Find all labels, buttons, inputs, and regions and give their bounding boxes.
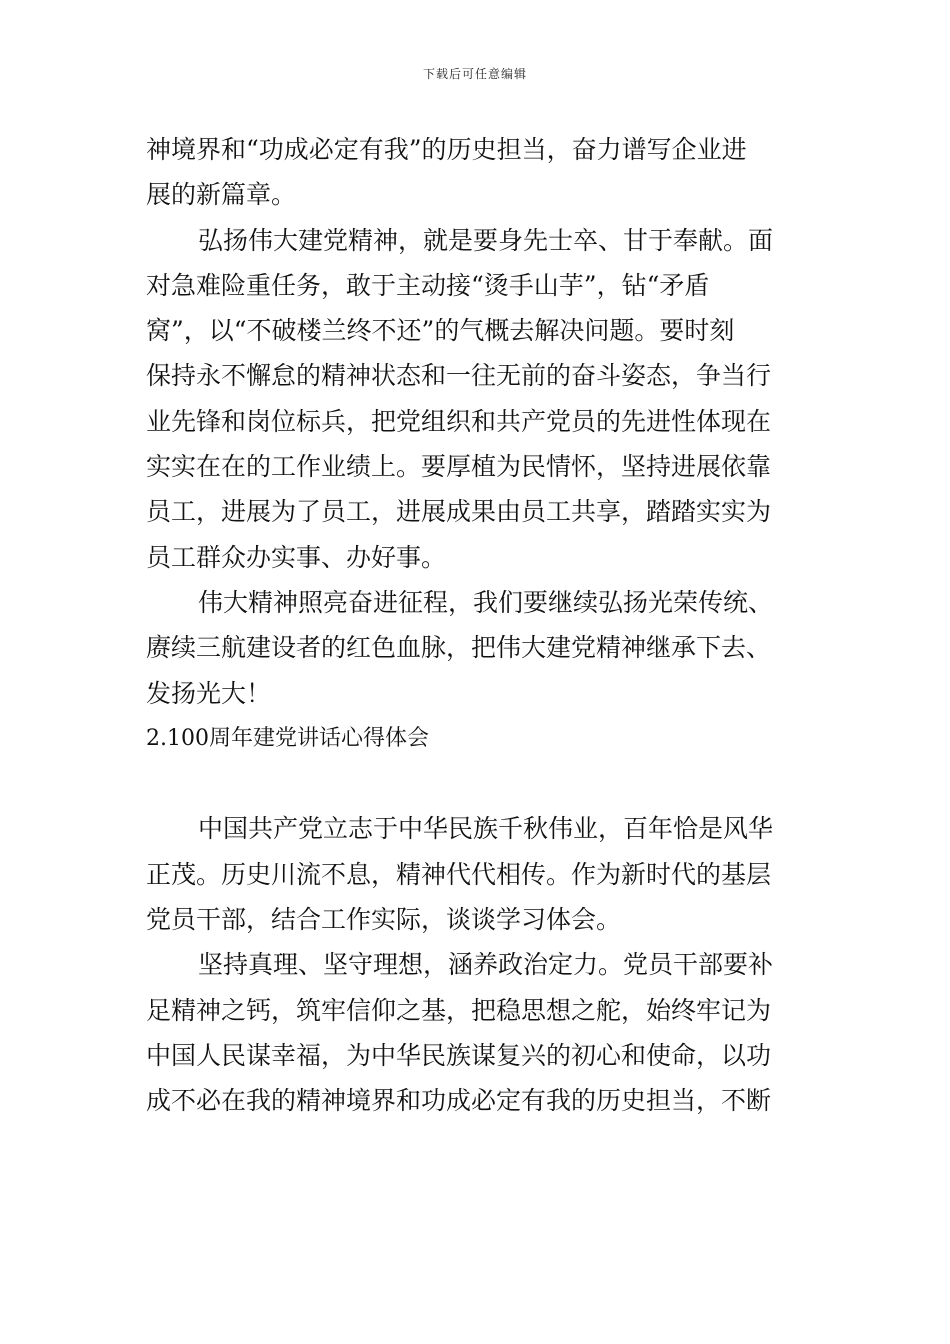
text-line: 赓续三航建设者的红色血脉，把伟大建党精神继承下去、: [146, 633, 772, 663]
text-line: 展的新篇章。: [146, 180, 297, 210]
text-line: 实实在在的工作业绩上。要厚植为民情怀，坚持进展依靠: [146, 452, 772, 482]
text-line: 发扬光大！: [146, 678, 272, 708]
header-note: 下载后可任意编辑: [422, 67, 527, 81]
text-line: 神境界和“功成必定有我”的历史担当，奋力谱写企业进: [146, 135, 747, 164]
section-heading: 2.100周年建党讲话心得体会: [146, 725, 429, 751]
text-line: 保持永不懈怠的精神状态和一往无前的奋斗姿态，争当行: [146, 361, 772, 391]
paragraph-start: 坚持真理、坚守理想，涵养政治定力。党员干部要补: [198, 950, 774, 980]
text-line: 足精神之钙，筑牢信仰之基，把稳思想之舵，始终牢记为: [146, 995, 772, 1025]
blank-line: [146, 761, 811, 806]
text-line: 员工，进展为了员工，进展成果由员工共享，踏踏实实为: [146, 497, 772, 527]
text-line: 员工群众办实事、办好事。: [146, 542, 447, 572]
document-body: [146, 127, 811, 1124]
text-line: 业先锋和岗位标兵，把党组织和共产党员的先进性体现在: [146, 406, 772, 436]
text-line: 成不必在我的精神境界和功成必定有我的历史担当，不断: [146, 1086, 772, 1116]
paragraph-start: 伟大精神照亮奋进征程，我们要继续弘扬光荣传统、: [198, 587, 774, 617]
text-line: 窝”，以“不破楼兰终不还”的气概去解决问题。要时刻: [146, 316, 735, 346]
paragraph-start: 中国共产党立志于中华民族千秋伟业，百年恰是风华: [198, 814, 774, 844]
paragraph-start: 弘扬伟大建党精神，就是要身先士卒、甘于奉献。面: [198, 225, 774, 255]
text-line: 中国人民谋幸福，为中华民族谋复兴的初心和使命，以功: [146, 1040, 772, 1070]
text-line: 对急难险重任务，敢于主动接“烫手山芋”，钻“矛盾: [146, 270, 710, 300]
text-line: 党员干部，结合工作实际，谈谈学习体会。: [146, 905, 622, 935]
text-line: 正茂。历史川流不息，精神代代相传。作为新时代的基层: [146, 859, 772, 889]
